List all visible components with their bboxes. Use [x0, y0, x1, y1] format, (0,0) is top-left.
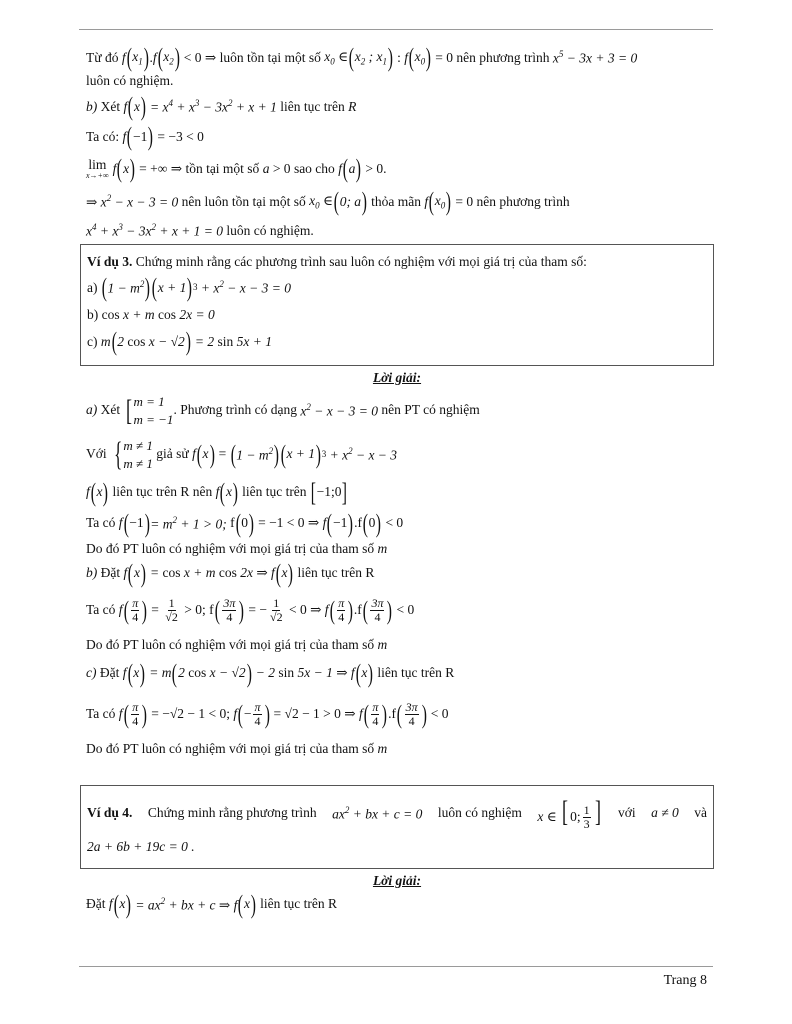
math: x — [202, 446, 209, 462]
math: a — [262, 160, 270, 176]
text: và — [694, 805, 707, 821]
text-line-2 — [86, 70, 708, 92]
math: f — [112, 160, 117, 176]
page-content — [86, 43, 708, 919]
math: ) — [141, 595, 148, 625]
math: ( — [408, 43, 414, 72]
math: ( — [117, 154, 123, 183]
math: $x_1$ — [132, 48, 143, 67]
math: x — [123, 160, 130, 176]
example-3-c — [87, 327, 707, 357]
math: − 2 sin 5x − 1 ⇒ f — [252, 665, 355, 681]
math: m — [377, 541, 388, 557]
math: ( — [342, 154, 348, 183]
math: ) — [315, 439, 321, 469]
math: ) — [187, 273, 193, 302]
math: ) — [446, 187, 452, 216]
math: $x_0$ — [414, 48, 426, 67]
math: ( — [127, 122, 133, 151]
math: ( — [396, 699, 402, 729]
math: = 0 — [431, 49, 457, 65]
solution-a-line-1 — [86, 389, 708, 433]
math: ( — [237, 699, 244, 729]
math: ( — [123, 699, 129, 729]
math: f — [338, 160, 342, 176]
text: tồn tại một số — [185, 160, 260, 176]
example-3-a — [87, 273, 707, 303]
math: ( — [126, 43, 132, 72]
math: ) — [129, 154, 136, 183]
math-cases: [ m = 1 m = −1 — [125, 393, 174, 427]
math-fraction: $\frac{3\pi}{4}$ — [223, 596, 236, 625]
math: ) — [232, 477, 238, 507]
math: f — [123, 98, 128, 114]
text: luôn có nghiệm. — [86, 72, 174, 88]
math: ) — [148, 122, 154, 151]
part-label: b) — [86, 98, 98, 114]
math: ) — [174, 43, 180, 72]
math: ( — [128, 558, 134, 588]
math: f — [233, 706, 238, 722]
solution-a-line-2 — [86, 433, 708, 477]
math: > 0 — [269, 160, 294, 176]
math: ( — [123, 508, 129, 538]
text: liên tục trên R nên — [112, 484, 213, 500]
math: ( — [230, 439, 236, 469]
math: x — [226, 484, 233, 500]
math: ] — [342, 477, 348, 507]
text: nên PT có nghiệm — [381, 402, 480, 418]
math: f — [404, 49, 408, 65]
text: Ta có — [86, 602, 116, 618]
part-label: b) — [87, 306, 99, 322]
solution-a-conclusion — [86, 539, 708, 561]
math-fraction: $\frac{\pi}{4}$ — [338, 596, 345, 625]
math: f — [230, 515, 235, 531]
math: ) — [239, 595, 245, 625]
math: a — [348, 160, 356, 176]
math: ( — [127, 658, 133, 688]
math: ) — [248, 508, 254, 538]
math-fraction: $\frac{\pi}{4}$ — [132, 700, 139, 729]
math: ) — [288, 558, 294, 588]
math: ) — [103, 477, 109, 507]
math: > 0; f — [180, 602, 214, 618]
math: f — [358, 706, 363, 722]
math: ) — [246, 658, 252, 688]
solution-a-line-3 — [86, 477, 708, 509]
math: .f — [353, 602, 362, 618]
math: x + 1 — [157, 279, 187, 295]
header-rule — [79, 29, 713, 30]
math: 2 cos x − √2 — [178, 665, 246, 681]
math: + $x^2 - x - 3$ — [326, 445, 398, 463]
page-number: Trang 8 — [663, 973, 707, 988]
solution-4-line-1 — [86, 889, 708, 919]
math: 0 — [368, 515, 376, 531]
math: ) — [140, 558, 146, 588]
text: Ta có: — [86, 128, 120, 144]
math: $x^5 - 3x + 3 = 0$ — [552, 48, 638, 66]
text: Chứng minh rằng phương trình — [147, 805, 317, 821]
math: $1 - m^2$ — [236, 445, 274, 463]
math: m — [377, 741, 388, 757]
math: ( — [355, 658, 361, 688]
example-4-box — [80, 785, 714, 869]
math: = $ax^2$ + bx + c ⇒ f — [131, 895, 238, 913]
math: f — [122, 128, 127, 144]
part-label: c) — [86, 665, 97, 681]
math: ( — [235, 508, 241, 538]
math: f — [118, 515, 123, 531]
math: ) — [273, 439, 280, 469]
math: −1 — [333, 515, 348, 531]
math: −1;0 — [316, 484, 342, 500]
solution-b-line-2 — [86, 587, 708, 635]
example-3-box — [80, 244, 714, 366]
math: ( — [363, 699, 369, 729]
text: Do đó PT luôn có nghiệm với mọi giá trị của tham số — [86, 741, 375, 757]
math-cases: { m ≠ 1 m ≠ 1 — [114, 435, 153, 473]
math: ) — [376, 508, 382, 538]
math: ) — [387, 43, 393, 72]
math: f — [123, 565, 128, 581]
math: = 2 sin 5x + 1 — [191, 333, 272, 349]
math: [ — [310, 477, 316, 507]
math: = $m^2 + 1 > 0$; — [150, 514, 231, 532]
footer-rule — [79, 966, 713, 967]
text: Đặt — [99, 665, 120, 681]
math: ) — [348, 508, 354, 538]
math: 0; a — [339, 193, 362, 209]
math: f — [108, 896, 113, 912]
math: $x^4 + x^3 - 3x^2 + x + 1 = 0$ — [86, 221, 227, 239]
text: liên tục trên R — [297, 565, 375, 581]
solution-b-line-1 — [86, 558, 708, 588]
text-line-1 — [86, 43, 708, 72]
math-fraction: $\frac{1}{√2}$ — [165, 596, 178, 625]
math: ) — [356, 154, 362, 183]
math: ( — [275, 558, 281, 588]
part-label: a) — [86, 402, 98, 418]
math: ( — [151, 273, 158, 302]
math: f — [215, 484, 220, 500]
math: x ∈ [ 0; $\frac{1}{3}$ ] — [537, 794, 601, 831]
math: −1 — [129, 515, 144, 531]
text: Chứng minh rằng các phương trình sau luôn có nghiệm với mọi giá trị của tham số: — [135, 253, 587, 269]
math: m — [100, 333, 111, 349]
math: $x_2$ ; $x_1$ — [354, 48, 388, 67]
math: x — [361, 665, 368, 681]
math: = — [147, 602, 163, 618]
math: $x_0$ ∈ — [324, 48, 349, 67]
limit-symbol: lim x→+∞ — [86, 157, 109, 180]
math: f — [118, 602, 123, 618]
math: 3 — [193, 282, 198, 293]
text: . Phương trình có dạng — [173, 402, 298, 418]
text: liên tục trên R — [260, 896, 337, 912]
math: $x^2 - x - 3 = 0$ — [300, 401, 382, 419]
math: < 0 ⇒ — [285, 602, 325, 618]
math: − — [243, 706, 252, 722]
solution-a-line-4 — [86, 509, 708, 539]
math: = √2 − 1 > 0 ⇒ — [270, 706, 359, 722]
math: = 0 — [451, 193, 477, 209]
math: ) — [143, 43, 149, 72]
math: ( — [90, 477, 96, 507]
math: $x_2$ — [163, 48, 174, 67]
math: 2a + 6b + 19c = 0 . — [87, 839, 195, 855]
solution-heading-2: Lời giải: — [372, 872, 422, 888]
math: f — [122, 665, 127, 681]
math: ) — [145, 273, 151, 302]
math: ) — [264, 699, 270, 729]
math: $x_0$ ∈ — [309, 192, 334, 211]
math: ( — [428, 187, 435, 216]
math: x — [133, 98, 140, 114]
example-3-statement — [87, 251, 707, 273]
text: giả sử — [156, 446, 189, 462]
text-line-3 — [86, 92, 708, 122]
math: m — [377, 637, 388, 653]
math: ( — [220, 477, 226, 507]
math: f — [192, 446, 196, 462]
math: ) — [185, 327, 191, 356]
math: 2 cos x − √2 — [117, 333, 185, 349]
math: x — [281, 565, 288, 581]
text: Do đó PT luôn có nghiệm với mọi giá trị của tham số — [86, 541, 375, 557]
math-fraction: $\frac{\pi}{4}$ — [254, 700, 261, 729]
text-line-5 — [86, 152, 708, 186]
text: Đặt — [100, 565, 121, 581]
math: = − — [245, 602, 267, 618]
example-3-b — [87, 303, 707, 327]
math: f — [152, 49, 157, 65]
math: = m — [145, 665, 172, 681]
math-fraction: $\frac{1}{√2}$ — [269, 596, 283, 625]
math: = −3 < 0 — [154, 128, 204, 144]
math: ( — [128, 92, 134, 121]
text: thỏa mãn — [371, 193, 421, 209]
text: Ta có — [86, 515, 116, 531]
math: ) — [141, 699, 148, 729]
math: ) — [126, 889, 132, 919]
math: a ≠ 0 — [651, 805, 679, 821]
math: < 0 — [382, 515, 404, 531]
math: .f — [354, 515, 362, 531]
math-fraction: $\frac{3\pi}{4}$ — [405, 700, 418, 729]
math: = cos x + m cos 2x ⇒ f — [146, 565, 275, 581]
math: ( — [123, 595, 129, 625]
math: ) — [387, 595, 393, 625]
text: Ta có — [86, 706, 116, 722]
math: ( — [362, 508, 368, 538]
math: ( — [238, 889, 244, 919]
math: ( — [348, 43, 355, 72]
math: −1 — [132, 128, 148, 144]
example-title: Ví dụ 4. — [87, 805, 133, 821]
math: ( — [327, 508, 333, 538]
math: x — [119, 896, 126, 912]
text: luôn tồn tại một số — [219, 49, 321, 65]
math: ( — [111, 327, 117, 356]
math: x — [133, 665, 140, 681]
math: 0 — [241, 515, 249, 531]
math: ( — [333, 187, 339, 216]
math: > 0. — [362, 160, 387, 176]
part-label: c) — [87, 333, 98, 349]
math: f — [118, 706, 123, 722]
text: Xét — [100, 98, 121, 114]
solution-c-line-1 — [86, 657, 708, 691]
math: = +∞ ⇒ — [135, 160, 186, 176]
text: Với — [86, 446, 107, 462]
text: luôn có nghiệm — [437, 805, 522, 821]
math: x — [244, 896, 251, 912]
math: ) — [209, 439, 215, 469]
math: ) — [250, 889, 256, 919]
solution-c-conclusion — [86, 739, 708, 761]
math: ⇒ $x^2 - x - 3 = 0$ — [86, 192, 182, 210]
text: Xét — [100, 402, 121, 418]
math: ) — [425, 43, 432, 72]
math: ( — [196, 439, 202, 469]
math: ) — [140, 92, 146, 121]
text: liên tục trên — [280, 98, 345, 114]
text: sao cho — [293, 160, 335, 176]
math: ) — [368, 658, 374, 688]
math: ( — [113, 889, 119, 919]
part-label: b) — [86, 565, 98, 581]
math: x + 1 — [286, 446, 316, 462]
math: ) — [421, 699, 427, 729]
solution-b-conclusion — [86, 635, 708, 657]
math: ) — [382, 699, 388, 729]
math: = −1 < 0 ⇒ — [254, 515, 323, 531]
math: $x_0$ — [434, 192, 446, 211]
math: x — [133, 565, 140, 581]
math: < 0 ⇒ — [180, 49, 220, 65]
math: .f — [388, 706, 396, 722]
math: . — [149, 49, 153, 65]
math: = — [215, 446, 230, 462]
math: = −√2 − 1 < 0; — [147, 706, 234, 722]
math: ( — [329, 595, 335, 625]
text: luôn có nghiệm. — [226, 222, 314, 238]
math: ( — [362, 595, 368, 625]
math: ( — [101, 273, 107, 302]
math: ( — [214, 595, 220, 625]
text-line-4 — [86, 122, 708, 152]
text: Từ đó — [86, 49, 119, 65]
math: + $x^2 - x - 3 = 0$ — [197, 278, 291, 296]
math-fraction: $\frac{3\pi}{4}$ — [371, 596, 384, 625]
math: < 0 — [393, 602, 415, 618]
text: với — [618, 805, 636, 821]
math: f — [322, 515, 327, 531]
text-line-6 — [86, 186, 708, 218]
text-line-7 — [86, 218, 708, 244]
math: < 0 — [427, 706, 449, 722]
text: liên tục trên R — [377, 665, 455, 681]
math: x — [96, 484, 103, 500]
example-title: Ví dụ 3. — [87, 253, 133, 269]
math: ) — [144, 508, 150, 538]
math: = $x^4 + x^3 - 3x^2 + x + 1$ — [146, 97, 281, 115]
math-fraction: $\frac{\pi}{4}$ — [372, 700, 379, 729]
math: $ax^2$ + bx + c = 0 — [332, 804, 423, 822]
math: : — [393, 49, 405, 65]
math: ) — [361, 187, 367, 216]
math: 3 — [321, 449, 327, 460]
solution-c-line-2 — [86, 691, 708, 739]
math: ) — [347, 595, 354, 625]
solution-heading: Lời giải: — [372, 370, 422, 385]
part-label: a) — [87, 279, 98, 295]
example-4-statement — [87, 792, 707, 836]
math: ( — [280, 439, 286, 469]
text: liên tục trên — [242, 484, 307, 500]
text: Đặt — [86, 896, 106, 912]
math: $1 - m^2$ — [107, 278, 145, 296]
math: f — [121, 49, 126, 65]
math: R — [348, 98, 357, 114]
math: cos x + m cos 2x = 0 — [101, 306, 215, 322]
math-fraction: $\frac{\pi}{4}$ — [132, 596, 139, 625]
math: f — [424, 193, 429, 209]
text: nên phương trình — [476, 193, 570, 209]
text: nên luôn tồn tại một số — [181, 193, 306, 209]
text: nên phương trình — [456, 49, 550, 65]
math: f — [324, 602, 329, 618]
math: ) — [139, 658, 146, 688]
math: ( — [172, 658, 178, 688]
example-4-condition — [87, 836, 707, 860]
math: ( — [157, 43, 163, 72]
text: Do đó PT luôn có nghiệm với mọi giá trị của tham số — [86, 637, 375, 653]
math: f — [86, 484, 90, 500]
